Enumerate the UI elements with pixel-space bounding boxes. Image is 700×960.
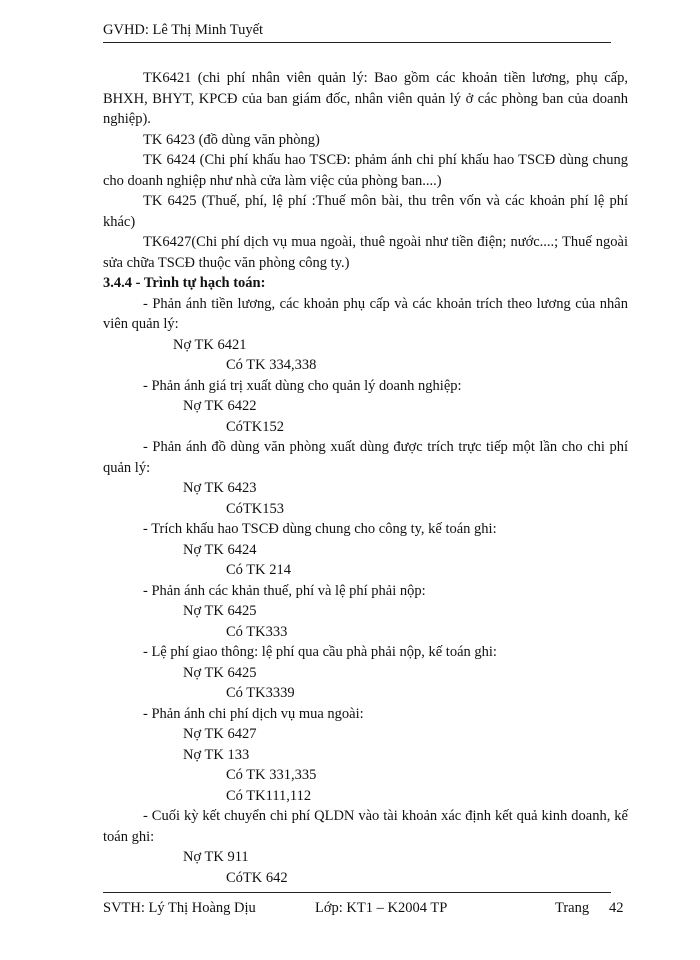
credit-line: CóTK153 [226, 500, 284, 517]
entry-description: - Cuối kỳ kết chuyển chi phí QLDN vào tài khoản xác định kết quả kinh doanh, kế toán ghi: [103, 808, 628, 845]
entry-description: - Trích khấu hao TSCĐ dùng chung cho công ty, kế toán ghi: [143, 521, 497, 537]
footer-divider [103, 892, 611, 893]
header-supervisor: GVHD: Lê Thị Minh Tuyết [103, 22, 264, 38]
credit-line: Có TK3339 [226, 685, 295, 701]
debit-line: Nợ TK 133 [183, 746, 250, 763]
footer-page-label: Trang [555, 900, 590, 916]
debit-line: Nợ TK 6425 [183, 664, 257, 681]
page-header [103, 22, 611, 39]
debit-line: Nợ TK 6424 [183, 541, 257, 558]
paragraph-tk6425: TK 6425 (Thuế, phí, lệ phí :Thuế môn bài, thu trên vốn và các khoản phí lệ phí khác) [103, 193, 628, 230]
credit-line: Có TK 334,338 [226, 357, 317, 373]
entry-description: - Phản ánh giá trị xuất dùng cho quản lý doanh nghiệp: [143, 377, 462, 394]
paragraph-tk6427: TK6427(Chi phí dịch vụ mua ngoài, thuê ngoài như tiền điện; nước....; Thuế ngoài sửa chữa TSCĐ thuộc văn phòng công ty.) [103, 234, 628, 271]
debit-line: Nợ TK 6422 [183, 398, 257, 414]
entry-description: - Lệ phí giao thông: lệ phí qua cầu phà phải nộp, kế toán ghi: [143, 644, 497, 660]
credit-line: Có TK333 [226, 623, 288, 640]
debit-line: Nợ TK 6423 [183, 480, 257, 496]
entry-description: - Phản ánh các khản thuế, phí và lệ phí phải nộp: [143, 582, 426, 599]
footer-page-number: 42 [609, 900, 624, 916]
credit-line: Có TK 331,335 [226, 767, 317, 783]
debit-line: Nợ TK 6427 [183, 726, 257, 742]
credit-line: CóTK 642 [226, 869, 288, 886]
footer-class: Lớp: KT1 – K2004 TP [315, 900, 448, 916]
credit-line: CóTK152 [226, 418, 284, 435]
entry-description: - Phản ánh chi phí dịch vụ mua ngoài: [143, 705, 364, 722]
page-body [103, 68, 628, 888]
footer-student: SVTH: Lý Thị Hoàng Dịu [103, 900, 256, 916]
paragraph-tk6424: TK 6424 (Chi phí khấu hao TSCĐ: phảm ánh chi phí khấu hao TSCĐ dùng chung cho doanh nghiệp như nhà cửa làm việc của phòng ban....) [103, 152, 628, 189]
debit-line: Nợ TK 6421 [173, 336, 247, 353]
credit-line: Có TK 214 [226, 562, 291, 578]
entry-description: - Phản ánh đồ dùng văn phòng xuất dùng được trích trực tiếp một lần cho chi phí quản lý: [103, 439, 628, 476]
paragraph-tk6423: TK 6423 (đồ dùng văn phòng) [143, 131, 320, 148]
debit-line: Nợ TK 6425 [183, 603, 257, 619]
debit-line: Nợ TK 911 [183, 849, 249, 865]
paragraph-tk6421: TK6421 (chi phí nhân viên quản lý: Bao gồm các khoản tiền lương, phụ cấp, BHXH, BHYT, KPCĐ của ban giám đốc, nhân viên quản lý ở các phòng ban của doanh nghiệp). [103, 70, 628, 127]
credit-line: Có TK111,112 [226, 787, 312, 804]
section-heading: 3.4.4 - Trình tự hạch toán: [103, 275, 266, 291]
entry-description: - Phản ánh tiền lương, các khoản phụ cấp và các khoản trích theo lương của nhân viên quản lý: [103, 295, 628, 332]
header-divider [103, 42, 611, 43]
